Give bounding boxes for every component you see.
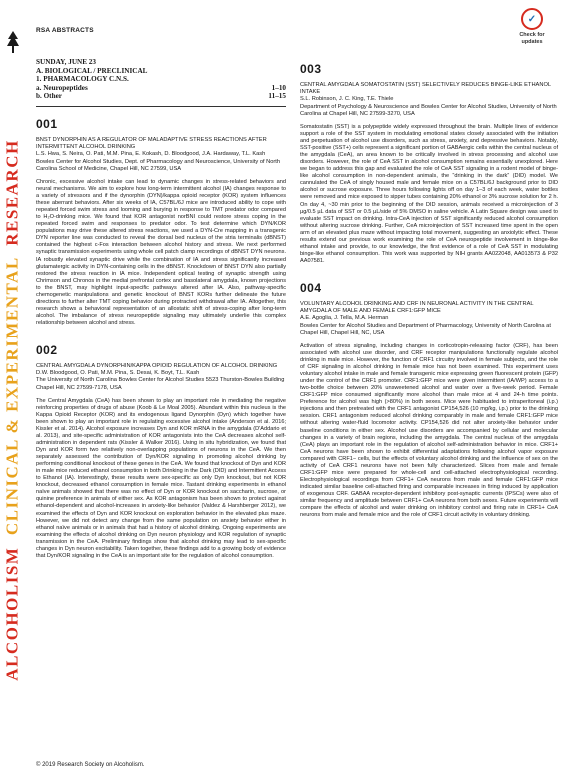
check-for-updates-badge[interactable] [506,8,558,50]
crossmark-icon: ✓ [521,8,543,30]
left-column [36,58,286,560]
crossmark-line1: Check for [519,32,545,38]
toc-item-label: b. Other [36,92,62,101]
abstract-authors: S.L. Robinson, J. C. King, T.E. Thiele [300,96,394,103]
abstract-003 [300,62,558,265]
spine-title-part3: RESEARCH [3,139,23,246]
abstract-affiliation: Bowles Center for Alcohol Studies, Dept. of Pharmacology and Neuroscience, University of North Carolina School of Medicine, Chapel Hill, NC 27599, USA [36,158,281,172]
copyright-notice: © 2019 Research Society on Alcoholism. [36,762,145,768]
spine-title-part2: CLINICAL & EXPERIMENTAL [3,257,23,536]
abstract-title: VOLUNTARY ALCOHOL DRINKING AND CRF IN NEURONAL ACTIVITY IN THE CENTRAL AMYGDALA OF MALE AND FEMALE CRF1:GFP MICE [300,300,534,315]
spine-title-part1: ALCOHOLISM [3,546,23,681]
right-column [300,58,558,519]
abstract-body: Activation of stress signaling, including changes in corticotropin-releasing factor (CRF), has been associated with alcohol use disorder, and CRF receptor manipulations functionally regulate alcohol drinking in male mice. However, the function of CRF1 circuitry involved in female subjects, and the role of CRF signaling in alcohol drinking in female mice has not been examined. This experiment uses voluntary alcohol intake in male and female transgenic mice expressing green fluorescent protein (GFP) under the control of the CRF1 promoter. CRF1:GFP mice were given intermittent (IA/WP) access to a two-bottle choice between 20% unsweetened alcohol and water over a five-week period. Female CRF1:GFP mice consumed significantly more alcohol than male mice at 4 and 24-h time points. Preference for alcohol was high (>80%) in both sexes. Mice were habituated to intraperitoneal (i.p.) injections and then pretreated with the CRF1 antagonist CP154,526 (10 mg/kg, i.p.) prior to the drinking session. CRF1 antagonism reduced alcohol drinking comparably in male and female CRF1:GFP mice without altering water-fluid locomotor activity. CP154,526 did not alter anxiety-like behavior under baseline conditions in either sex. Alcohol use disorders are accompanied by cellular and molecular changes in a variety of brain regions, including the amygdala. The central nucleus of the amygdala (CeA) plays an important role in the regulation of alcohol self-administration behavior in mice. CRF1+ CeA neurons have been shown to exhibit differential adaptations following alcohol vapor exposure compared with CRF1− cells, but the effects of voluntary alcohol drinking and the influence of sex on the activity of CeA CRF1 neurons have not been fully characterized. Slices from male and female CRF1:GFP mice were prepared for whole-cell and cell-attached electrophysiological recording. Electrophysiological recordings from CRF1+ CeA neurons from male and female CRF1:GFP mice indicated similar baseline cell-attached firing and comparable increases in firing induced by application of exogenous CRF. GABAA receptor-dependent inhibitory post-synaptic currents (IPSCs) were also of similar frequency and amplitude between CRF1+ CeA neurons from both sexes. Future experiments will compare the effects of alcohol and water drinking on inhibitory control and firing rate in CRF1+ CeA neurons from male and female mice and the role of CRF1 circuit activity in voluntary drinking. [300,342,558,519]
journal-spine [0,0,26,783]
toc-item[interactable] [36,92,286,101]
toc-item-label: a. Neuropeptides [36,83,88,92]
journal-logo-icon [6,30,20,54]
toc-item-pages: 1–10 [271,83,286,92]
abstract-affiliation: Bowles Center for Alcohol Studies and Department of Pharmacology, University of North Carolina at Chapel Hill, Chapel Hill, NC, USA [300,322,551,336]
toc-item-pages: 11–15 [268,92,286,101]
abstract-body: Somatostatin (SST) is a polypeptide widely expressed throughout the brain. Multiple lines of evidence support a role of the SST system in modulating emotional states closely associated with the initiation and perpetuation of alcohol use disorders, such as stress, anxiety, and depressive behaviors. Notably, SST-positive (SST+) cells represent a significant portion of GABAergic cells within the central nucleus of the amygdala (CeA), an area known to be critically involved in stress processing and alcohol use disorders. However, the role of CeA SST in alcohol consumption remains essentially unexplored. Here we began to address this gap and evaluated the role of CeA SST signaling in a rodent model of binge-like alcohol consumption in non-dependent animals, the “drinking in the dark” (DID) model. We cannulated the CeA of singly housed male and female mice on a C57BL/6J background prior to DID alcohol or sucrose exposure. Three hours following lights off on day 1–3 of each week, water bottles were removed and mice exposed to sipper tubes containing 20% ethanol or 3% sucrose solution for 2 h. On day 4, ~30 min prior to the beginning of the DID session, animals received a microinjection of 3 µg/0.5 µL data of SST or 0.5 µL/side of 5% DMSO in saline vehicle. A Latin Square design was used to evaluate SST impact on drinking. Intra-CeA injection of SST significantly reduced alcohol consumption without altering sucrose drinking. Further, CeA microinjection of SST increased time spent in the open arm of an elevated plus maze without impacting total movement, suggesting an anxiolytic effect. These results extend our previous work examining the role of CeA neuropeptide involvement in binge-like ethanol intake and provide, to our knowledge, the first evidence of a role of CeA SST in modulating binge-like ethanol consumption. This work was supported by NIH grants AA022048, AA013573 & P32 AA07581. [300,124,558,264]
abstract-title: CENTRAL AMYGDALA SOMATOSTATIN (SST) SELECTIVELY REDUCES BINGE-LIKE ETHANOL INTAKE [300,82,551,96]
abstract-title: BNST DYNORPHIN AS A REGULATOR OF MALADAPTIVE STRESS REACTIONS AFTER INTERMITTENT ALCOHOL DRINKING [36,136,267,151]
abstract-body: The Central Amygdala (CeA) has been shown to play an important role in mediating the negative reinforcing properties of drugs of abuse (Koob & Le Moal 2005). Abundant within this nucleus is the Kappa Opioid Receptor (KOR) and its endogenous ligand Dynorphin (Dyn) which together have been shown to play an important role in regulating excessive alcohol intake (Anderson et al. 2016; Kissler et al. 2014). Alcohol exposure increases Dyn and KOR mRNA in the amygdala (D'Addario et al. 2013), and site-specific administration of KOR antagonists into the CeA decreases alcohol self-administration in dependent rats (Kissler & Walker 2016). Using in situ hybridization, we found that Dyn and KOR form two relatively non-overlapping populations of neurons in the CeA. We then separately assessed the contribution of Dyn/KOR signaling in promoting alcohol drinking by performing conditional knockout of these genes in the CeA. We found that knockout of Dyn and KOR in male mice reduced ethanol consumption in both Drinking in the Dark (DID) and Intermittent Access to Ethanol (IA). Interestingly, these results were sex-specific as only Dyn knockout, but not KOR knockout, decreased ethanol consumption in female mice. Tastant drinking experiments in ethanol naïve animals showed that there was no effect of Dyn or KOR knockout on saccharin, sucrose, or quinine preference in animals of either sex. As KOR antagonism has been shown to protect against ethanol-dependent and alcohol-increases in anxiety-like behavior (Valdez & Harshberger 2012), we examined the effects of Dyn and KOR knockout on exploration behavior in the elevated plus maze. However, we did not detect any change from the same population on anxiety behavior either in ethanol naïve animals or in animals that had a history of alcohol drinking. Ongoing experiments are examining the effects of alcohol drinking on Dyn neuron physiology and KOR regulation of synaptic transmission in the CeA. Preliminary findings show that alcohol drinking may lead to sex-specific changes in Dyn neuron excitability. Taken together, these findings add to a growing body of evidence that Dyn/KOR signaling in the CeA is an important site for the regulation of alcohol consumption. [36,397,286,559]
abstract-body: Chronic, excessive alcohol intake can lead to dynamic changes in stress-related behaviors and neural mechanisms. We aim to explore how long-term intermittent alcohol (IA) changes response to a variety of stressors and if the dynorphin (DYN)/kappa opioid receptor (KOR) system influences these aberrant behaviors. After six weeks of IA, C57BL/6J mice are introduced ability to cope with repeated forced swim stress and looming and burying in response to TMT predator odor compared to H₂O-drinking mice. We found that KOR antagonist norBNI could restore stress coping in the repeated forced swim and responses to predator odor. To test determine which DYN/KOR populations may drive these altered stress reactions, we used a DYN-Cre mapping in a transgenic DYN reporter line was conducted to reveal the dorsal bed nucleus of the stria terminalis (dBNST) contained the highest c-Fos interaction between alcohol history and stress. We next performed synaptic transmission experiments using whole cell patch clamp recordings of dBNST DYN neurons. IA robustly elevated synaptic drive while the combination of IA and stress significantly increased glutamatergic activity in DYN-containing cells in the dBNST. Knockdown of BNST DYN also partially restored the stress reaction in IA mice. Independent optical testing of synaptic strength using Chrimson and Chronos in the medial prefrontal cortex and basolateral amygdala, known projections to the BNST, may highlight input-specific pathways altered after IA. Also, pathway-specific chemogenetic manipulations and genetic knockout of BNST KORs further delineate the future directions to further alter TMT coping behavior during protracted withdrawal after IA. Altogether, this research shows a behavioral representation of an allostatic shift of stress-coping after long-term alcohol. The imbalance of stress neuropeptide signaling may ultimately underlie this complex relationship between alcohol and stress. [36,178,286,326]
toc-item[interactable] [36,84,286,93]
abstract-number: 003 [300,62,322,76]
toc-divider [36,106,286,107]
abstract-001 [36,117,286,327]
abstract-title: CENTRAL AMYGDALA DYNORPHIN/KAPPA OPIOID REGULATION OF ALCOHOL DRINKING [36,362,278,369]
abstract-number: 001 [36,116,58,131]
abstract-affiliation: The University of North Carolina Bowles Center for Alcohol Studies 5523 Thurston-Bowles Building Chapel Hill, NC 27599-7178, USA [36,377,285,391]
abstract-authors: D.W. Bloodgood, O. Pati, M.M. Pina, S. Desai, K. Boyt, T.L. Kash [36,370,200,377]
toc-date: SUNDAY, JUNE 23 [36,58,96,66]
abstract-number: 004 [300,280,322,295]
abstract-004 [300,281,558,519]
toc-subsection: 1. PHARMACOLOGY C.N.S. [36,75,129,84]
abstract-authors: A.E. Agoglia, J. Tella, M.A. Herman [300,315,389,322]
abstract-number: 002 [36,342,58,357]
table-of-contents [36,58,286,101]
crossmark-line2: updates [521,38,543,45]
toc-section: A. BIOLOGICAL / PRECLINICAL [36,66,148,75]
abstract-affiliation: Department of Psychology & Neuroscience and Bowles Center for Alcohol Studies, University of North Carolina at Chapel Hill, NC 27599-3270, USA [300,103,557,117]
abstract-002 [36,343,286,560]
spine-title [0,60,26,760]
abstract-authors: L.S. Hwa, S. Neira, O. Pati, M.M. Pina, E. Kokash, D. Bloodgood, J.A. Hardaway, T.L. Kash [36,151,266,158]
section-label: RSA ABSTRACTS [36,27,94,34]
